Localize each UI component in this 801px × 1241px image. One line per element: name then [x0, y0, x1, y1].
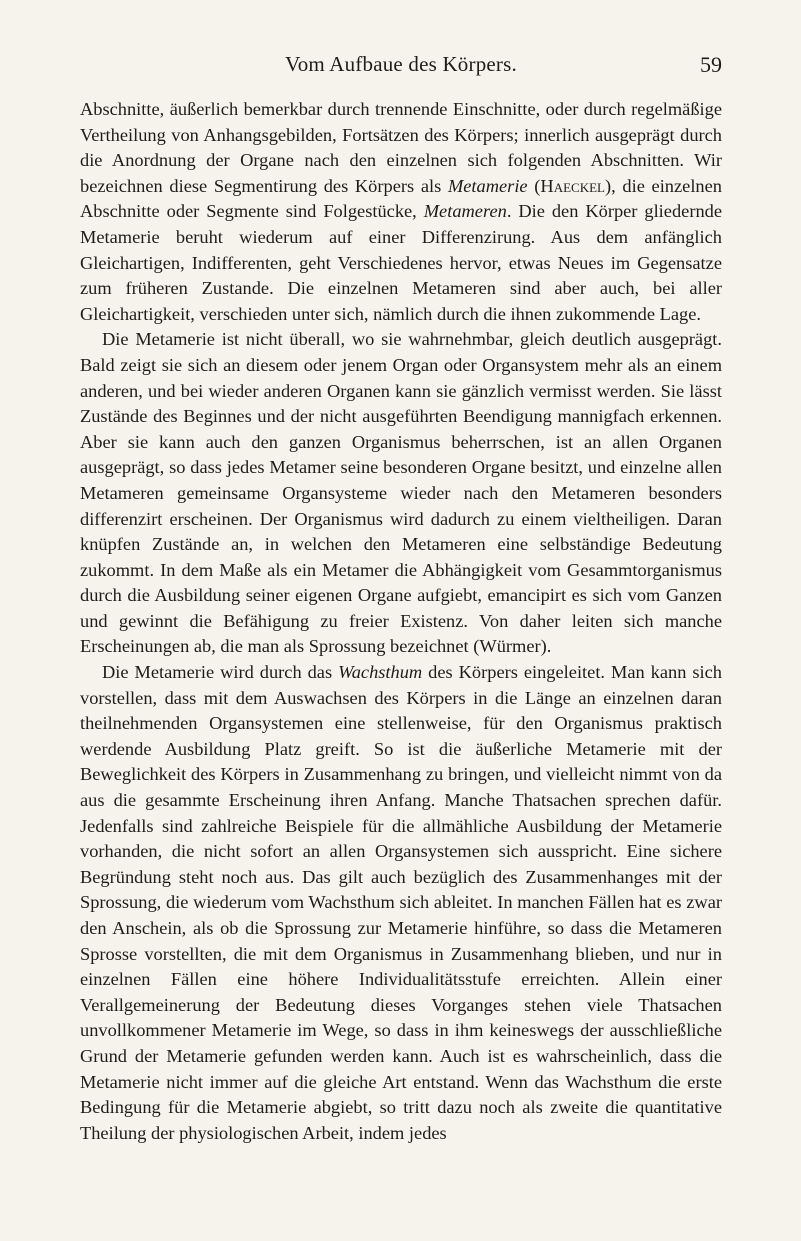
term-metameren: Metameren [423, 201, 507, 222]
page-number: 59 [700, 52, 722, 77]
body-text [80, 97, 722, 1146]
term-wachsthum: Wachsthum [338, 662, 423, 683]
running-title: Vom Aufbaue des Körpers. [285, 52, 517, 76]
term-metamerie: Metamerie [447, 175, 528, 196]
paragraph [80, 327, 722, 660]
paragraph [80, 97, 722, 327]
author-name: Haeckel [540, 175, 605, 196]
text-run: Die Metamerie wird durch das [102, 662, 339, 683]
page-header [80, 52, 722, 82]
text-run: ( [527, 175, 541, 196]
text-run: Abschnitte, äußerlich bemerkbar durch trennende Einschnitte, oder durch regelmäßige Vertheilung von Anhangsgebilden, Fortsätzen des Körpers; innerlich ausgeprägt durch die Anordnung der Organe nach den einzelnen sich folgenden Abschnitten. Wir bezeichnen diese Segmentirung des Körpers als [80, 99, 722, 196]
text-run: des Körpers eingeleitet. Man kann sich vorstellen, dass mit dem Auswachsen des Körpers in die Länge an einzelnen daran theilnehmenden Organsystemen eine stellenweise, für den Organismus praktisch werdende Ausbildung Platz greift. So ist die äußerliche Metamerie mit der Beweglichkeit des Körpers in Zusammenhang zu bringen, und vielleicht nimmt von da aus die gesammte Erscheinung ihren Anfang. Manche Thatsachen sprechen dafür. Jedenfalls sind zahlreiche Beispiele für die allmähliche Ausbildung der Metamerie vorhanden, die nicht sofort an allen Organsystemen sich ausspricht. Eine sichere Begründung steht noch aus. Das gilt auch bezüglich des Zusammenhanges mit der Sprossung, die wiederum vom Wachsthum sich ableitet. In manchen Fällen hat es zwar den Anschein, als ob die Sprossung zur Metamerie hinführe, so dass die Metameren Sprosse vorstellten, die mit dem Organismus in Zusammenhang blieben, und nur in einzelnen Fällen eine höhere Individualitätsstufe erreichten. Allein einer Verallgemeinerung der Bedeutung dieses Vorganges stehen viele Thatsachen unvollkommener Metamerie im Wege, so dass in ihm keineswegs der ausschließliche Grund der Metamerie gefunden werden kann. Auch ist es wahrscheinlich, dass die Metamerie nicht immer auf die gleiche Art entstand. Wenn das Wachsthum die erste Bedingung für die Metamerie abgiebt, so tritt dazu noch als zweite die quantitative Theilung der physiologischen Arbeit, indem jedes [80, 662, 722, 1143]
text-run: . Die den Körper gliedernde Metamerie beruht wiederum auf einer Differenzirung. Aus dem anfänglich Gleichartigen, Indifferenten, geht Verschiedenes hervor, etwas Neues im Gegensatze zum früheren Zustande. Die einzelnen Metameren sind aber auch, bei aller Gleichartigkeit, verschieden unter sich, nämlich durch die ihnen zukommende Lage. [80, 201, 722, 324]
paragraph [80, 660, 722, 1146]
text-run: Die Metamerie ist nicht überall, wo sie wahrnehmbar, gleich deutlich ausgeprägt. Bald zeigt sie sich an diesem oder jenem Organ oder Organsystem mehr als an einem anderen, und bei wieder anderen Organen kann sie gänzlich vermisst werden. Sie lässt Zustände des Beginnes und der nicht ausgeführten Beendigung mannigfach erkennen. Aber sie kann auch den ganzen Organismus beherrschen, ist an allen Organen ausgeprägt, so dass jedes Metamer seine besonderen Organe besitzt, und einzelne allen Metameren gemeinsame Organsysteme wieder nach den Metameren besonders differenzirt erscheinen. Der Organismus wird dadurch zu einem vieltheiligen. Daran knüpfen Zustände an, in welchen den Metameren eine selbständige Bedeutung zukommt. In dem Maße als ein Metamer die Abhängigkeit vom Gesammtorganismus durch die Ausbildung seiner eigenen Organe aufgiebt, emancipirt es sich vom Ganzen und gewinnt die Befähigung zu freier Existenz. Von daher leiten sich manche Erscheinungen ab, die man als Sprossung bezeichnet (Würmer). [80, 329, 722, 657]
text-run: ), die einzelnen Abschnitte oder Segmente sind Folgestücke, [80, 175, 722, 222]
